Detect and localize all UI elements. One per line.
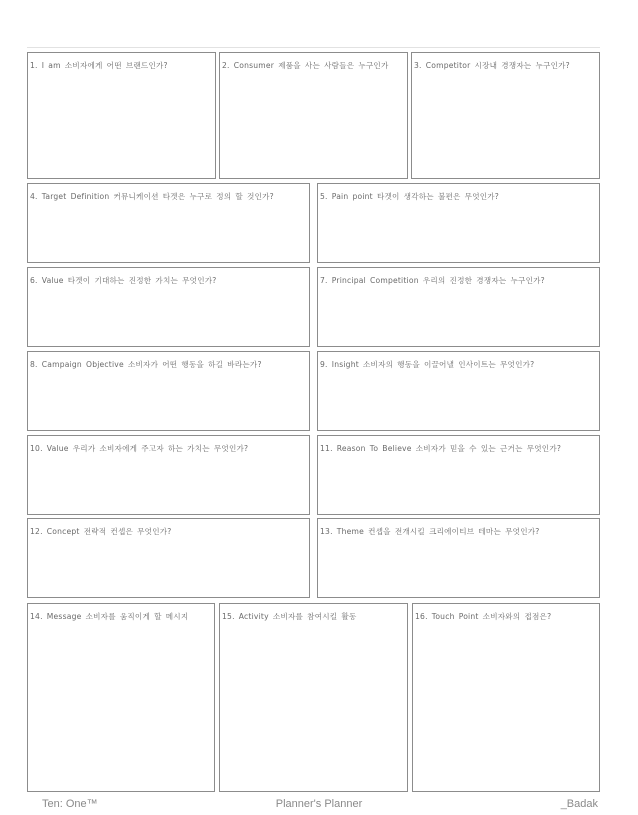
section-campaign-objective[interactable] [27, 351, 310, 431]
section-label: 11. Reason To Believe 소비자가 믿을 수 있는 근거는 무엇인가? [320, 444, 562, 453]
section-message[interactable] [27, 603, 215, 792]
footer-brand: Ten: One™ [42, 798, 98, 810]
section-activity[interactable] [219, 603, 408, 792]
section-value-offer[interactable] [27, 435, 310, 515]
section-label: 14. Message 소비자를 움직이게 할 메시지 [30, 612, 189, 621]
section-label: 15. Activity 소비자를 참여시킬 활동 [222, 612, 357, 621]
section-pain-point[interactable] [317, 183, 600, 263]
section-consumer[interactable] [219, 52, 408, 179]
section-insight[interactable] [317, 351, 600, 431]
section-touch-point[interactable] [412, 603, 600, 792]
section-principal-competition[interactable] [317, 267, 600, 347]
section-competitor[interactable] [411, 52, 600, 179]
section-label: 8. Campaign Objective 소비자가 어떤 행동을 하길 바라는가? [30, 360, 262, 369]
section-label: 9. Insight 소비자의 행동을 이끌어낼 인사이트는 무엇인가? [320, 360, 535, 369]
section-label: 13. Theme 컨셉을 전개시킬 크리에이티브 테마는 무엇인가? [320, 527, 540, 536]
section-label: 2. Consumer 제품을 사는 사람들은 누구인가 [222, 61, 389, 70]
section-label: 6. Value 타겟이 기대하는 진정한 가치는 무엇인가? [30, 276, 217, 285]
section-label: 10. Value 우리가 소비자에게 주고자 하는 가치는 무엇인가? [30, 444, 249, 453]
footer-author: _Badak [560, 798, 598, 810]
top-divider [27, 47, 600, 48]
section-label: 16. Touch Point 소비자와의 접점은? [415, 612, 552, 621]
section-reason-to-believe[interactable] [317, 435, 600, 515]
section-label: 3. Competitor 시장내 경쟁자는 누구인가? [414, 61, 570, 70]
section-label: 12. Concept 전략적 컨셉은 무엇인가? [30, 527, 172, 536]
section-concept[interactable] [27, 518, 310, 598]
section-label: 7. Principal Competition 우리의 진정한 경쟁자는 누구인가? [320, 276, 545, 285]
section-label: 1. I am 소비자에게 어떤 브랜드인가? [30, 61, 168, 70]
section-label: 4. Target Definition 커뮤니케이션 타겟은 누구로 정의 할 것인가? [30, 192, 274, 201]
section-target-definition[interactable] [27, 183, 310, 263]
section-theme[interactable] [317, 518, 600, 598]
section-i-am[interactable] [27, 52, 216, 179]
section-value-target[interactable] [27, 267, 310, 347]
footer-title: Planner's Planner [275, 798, 363, 810]
section-label: 5. Pain point 타겟이 생각하는 불편은 무엇인가? [320, 192, 500, 201]
